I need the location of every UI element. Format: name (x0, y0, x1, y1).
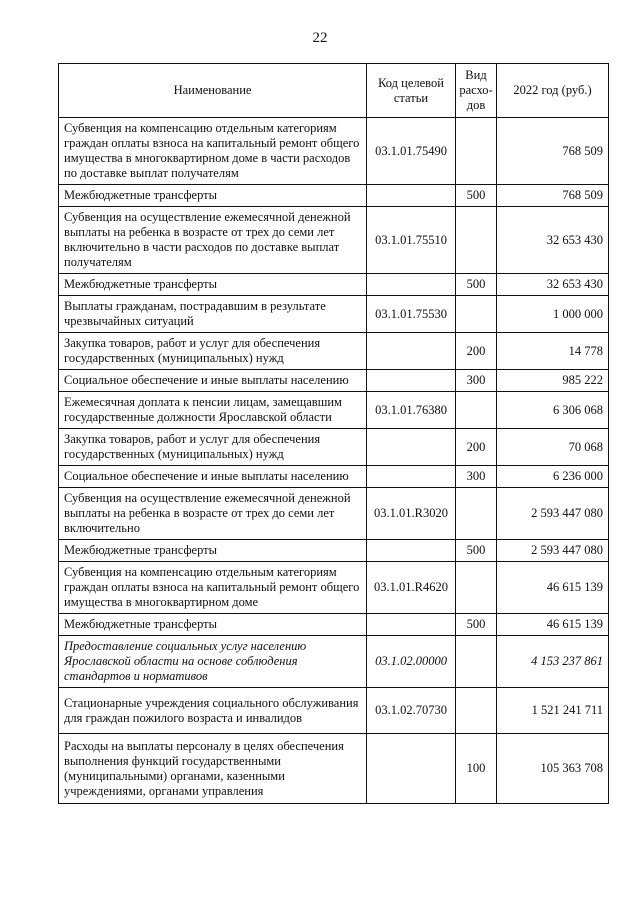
table-row (59, 392, 609, 429)
table-row (59, 636, 609, 688)
row-amount: 2 593 447 080 (497, 488, 609, 540)
table-row (59, 734, 609, 804)
row-amount: 2 593 447 080 (497, 540, 609, 562)
row-amount: 4 153 237 861 (497, 636, 609, 688)
row-type (456, 688, 497, 734)
row-name: Субвенция на осуществление ежемесячной денежной выплаты на ребенка в возрасте от трех до семи лет включительно (59, 488, 367, 540)
row-code: 03.1.01.75490 (367, 118, 456, 185)
row-code (367, 429, 456, 466)
row-type: 100 (456, 734, 497, 804)
row-name: Закупка товаров, работ и услуг для обеспечения государственных (муниципальных) нужд (59, 333, 367, 370)
row-code (367, 540, 456, 562)
table-row (59, 185, 609, 207)
row-code: 03.1.02.70730 (367, 688, 456, 734)
row-name: Субвенция на осуществление ежемесячной денежной выплаты на ребенка в возрасте от трех до семи лет включительно в части расходов по доставке выплат получателям (59, 207, 367, 274)
table-row (59, 562, 609, 614)
row-name: Социальное обеспечение и иные выплаты населению (59, 370, 367, 392)
row-type: 500 (456, 614, 497, 636)
row-code: 03.1.01.R4620 (367, 562, 456, 614)
table-row (59, 614, 609, 636)
header-code: Код целевой статьи (367, 64, 456, 118)
budget-table (58, 63, 609, 804)
row-name: Выплаты гражданам, пострадавшим в результате чрезвычайных ситуаций (59, 296, 367, 333)
row-amount: 768 509 (497, 185, 609, 207)
row-type (456, 296, 497, 333)
table-row (59, 207, 609, 274)
row-type: 500 (456, 185, 497, 207)
row-type (456, 562, 497, 614)
row-code: 03.1.01.75530 (367, 296, 456, 333)
row-name: Закупка товаров, работ и услуг для обеспечения государственных (муниципальных) нужд (59, 429, 367, 466)
row-name: Межбюджетные трансферты (59, 274, 367, 296)
row-code (367, 614, 456, 636)
row-amount: 768 509 (497, 118, 609, 185)
row-amount: 46 615 139 (497, 562, 609, 614)
row-code (367, 466, 456, 488)
row-amount: 32 653 430 (497, 207, 609, 274)
row-type: 200 (456, 429, 497, 466)
row-name: Межбюджетные трансферты (59, 540, 367, 562)
row-name: Межбюджетные трансферты (59, 614, 367, 636)
row-name: Ежемесячная доплата к пенсии лицам, замещавшим государственные должности Ярославской области (59, 392, 367, 429)
row-amount: 6 306 068 (497, 392, 609, 429)
row-type: 300 (456, 370, 497, 392)
table-row (59, 688, 609, 734)
row-name: Субвенция на компенсацию отдельным категориям граждан оплаты взноса на капитальный ремонт общего имущества в многоквартирном доме (59, 562, 367, 614)
row-type: 500 (456, 274, 497, 296)
row-type: 300 (456, 466, 497, 488)
table-row (59, 274, 609, 296)
row-name: Стационарные учреждения социального обслуживания для граждан пожилого возраста и инвалидов (59, 688, 367, 734)
row-amount: 70 068 (497, 429, 609, 466)
page-number: 22 (312, 30, 328, 46)
row-type (456, 118, 497, 185)
row-code (367, 333, 456, 370)
row-amount: 14 778 (497, 333, 609, 370)
row-type (456, 207, 497, 274)
row-code: 03.1.01.R3020 (367, 488, 456, 540)
row-name: Межбюджетные трансферты (59, 185, 367, 207)
table-row (59, 540, 609, 562)
row-amount: 1 521 241 711 (497, 688, 609, 734)
table-header-row (59, 64, 609, 118)
header-type: Вид расхо-дов (456, 64, 497, 118)
table-row (59, 429, 609, 466)
row-amount: 32 653 430 (497, 274, 609, 296)
row-type: 500 (456, 540, 497, 562)
row-amount: 1 000 000 (497, 296, 609, 333)
row-code: 03.1.01.75510 (367, 207, 456, 274)
row-amount: 46 615 139 (497, 614, 609, 636)
table-body (59, 118, 609, 804)
row-code (367, 185, 456, 207)
row-code (367, 734, 456, 804)
table-row (59, 466, 609, 488)
row-name: Социальное обеспечение и иные выплаты населению (59, 466, 367, 488)
table-row (59, 333, 609, 370)
row-type (456, 636, 497, 688)
table-row (59, 118, 609, 185)
row-code (367, 370, 456, 392)
row-type: 200 (456, 333, 497, 370)
table-row (59, 370, 609, 392)
row-amount: 6 236 000 (497, 466, 609, 488)
row-name: Расходы на выплаты персоналу в целях обеспечения выполнения функций государственными (муниципальными) органами, казенными учреждениями, органами управления (59, 734, 367, 804)
row-type (456, 488, 497, 540)
row-code: 03.1.02.00000 (367, 636, 456, 688)
row-name: Предоставление социальных услуг населению Ярославской области на основе соблюдения стандартов и нормативов (59, 636, 367, 688)
row-amount: 105 363 708 (497, 734, 609, 804)
row-code: 03.1.01.76380 (367, 392, 456, 429)
row-amount: 985 222 (497, 370, 609, 392)
row-name: Субвенция на компенсацию отдельным категориям граждан оплаты взноса на капитальный ремонт общего имущества в многоквартирном доме в части расходов по доставке выплат получателям (59, 118, 367, 185)
table-row (59, 296, 609, 333)
table-row (59, 488, 609, 540)
row-code (367, 274, 456, 296)
row-type (456, 392, 497, 429)
header-amount: 2022 год (руб.) (497, 64, 609, 118)
header-name: Наименование (59, 64, 367, 118)
